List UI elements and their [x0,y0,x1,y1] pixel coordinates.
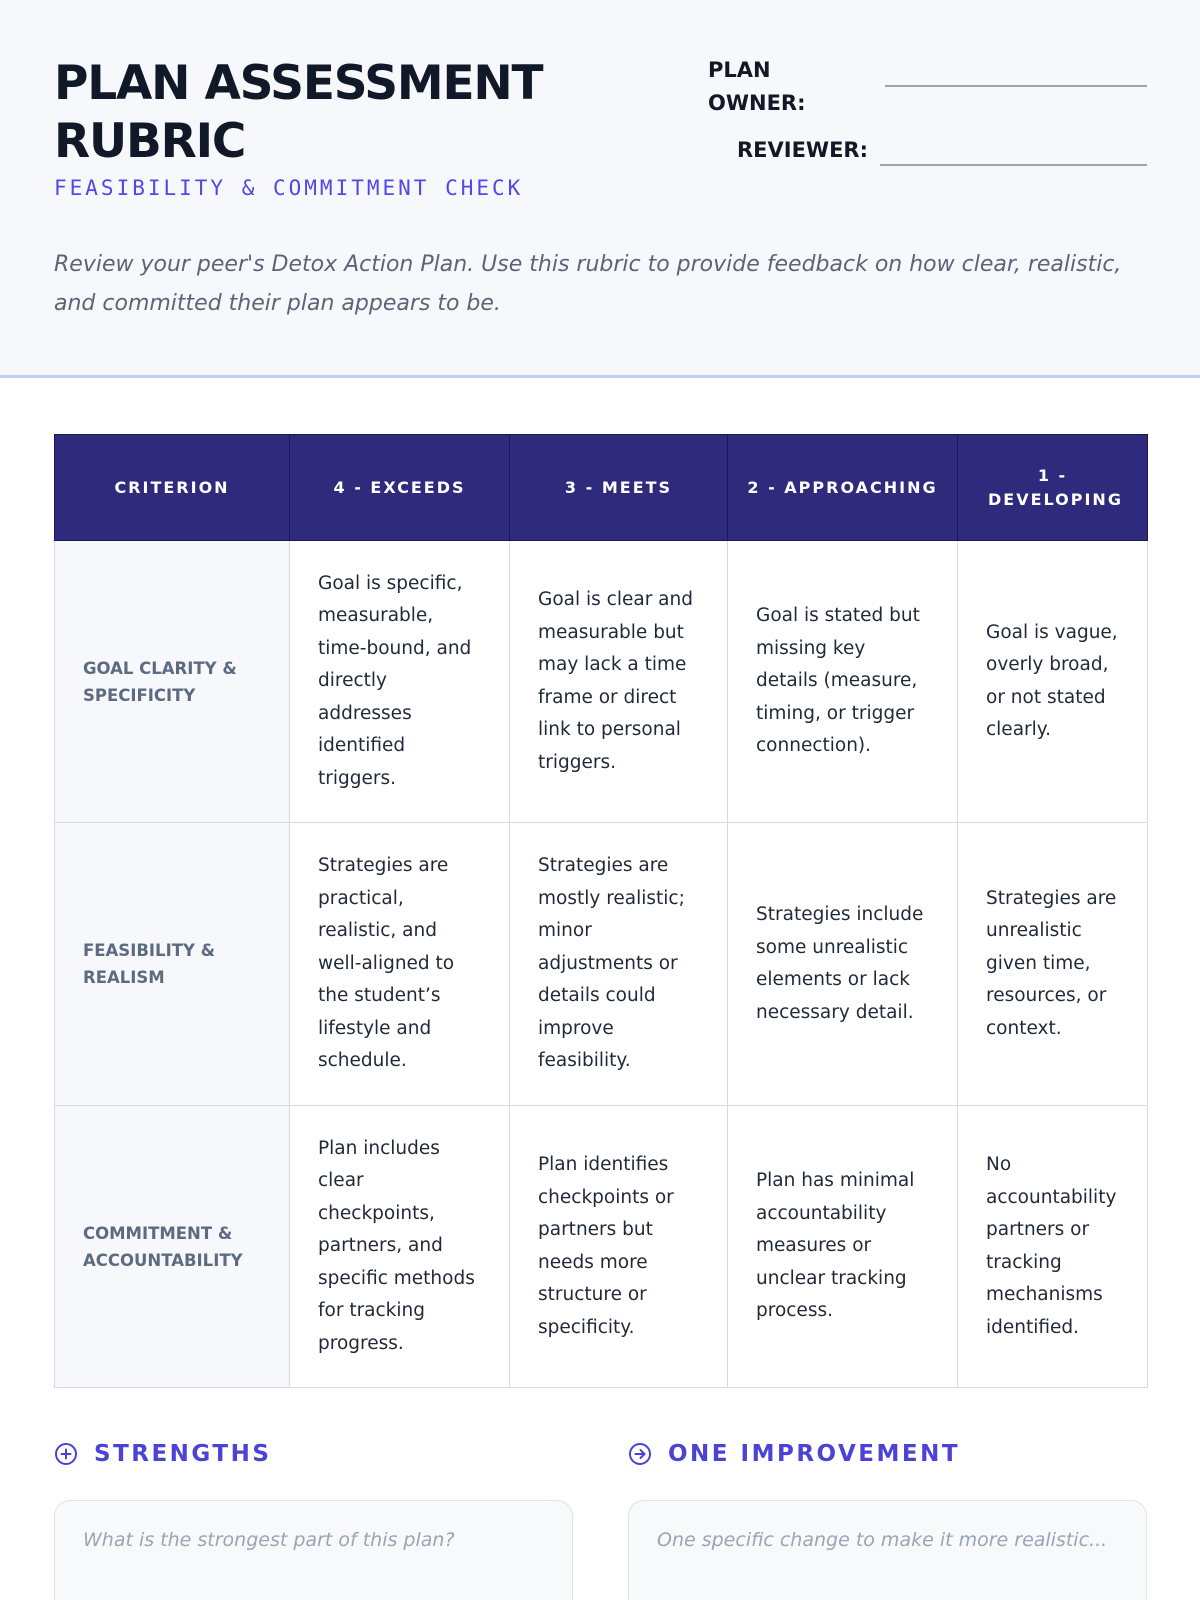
reviewer-label: REVIEWER: [737,138,869,162]
rubric-cell-exceeds: Goal is specific, measurable, time-bound, and directly addresses identified triggers. [290,541,510,823]
column-header-exceeds: 4 - EXCEEDS [290,435,510,541]
page-subtitle: FEASIBILITY & COMMITMENT CHECK [54,176,524,200]
plan-owner-label: PLAN OWNER: [708,58,806,115]
table-row [55,541,1148,823]
rubric-cell-meets: Plan identifies checkpoints or partners but needs more structure or specificity. [510,1106,728,1388]
column-header-approaching: 2 - APPROACHING [728,435,958,541]
rubric-cell-approaching: Plan has minimal accountability measures or unclear tracking process. [728,1106,958,1388]
rubric-cell-meets: Goal is clear and measurable but may lack a time frame or direct link to personal triggers. [510,541,728,823]
table-row [55,823,1148,1106]
rubric-cell-approaching: Goal is stated but missing key details (measure, timing, or trigger connection). [728,541,958,823]
rubric-cell-developing: Strategies are unrealistic given time, resources, or context. [958,823,1148,1106]
table-row [55,1106,1148,1388]
intro-text: Review your peer's Detox Action Plan. Use this rubric to provide feedback on how clear, realistic, and committed their plan appears to be. [54,252,1122,316]
rubric-header-row [55,435,1148,541]
improvement-heading [628,1441,960,1467]
improvement-title: ONE IMPROVEMENT [668,1441,961,1467]
page-header [0,0,1200,378]
strengths-title: STRENGTHS [94,1441,272,1467]
page-title: PLAN ASSESSMENT RUBRIC [54,56,543,169]
column-header-meets: 3 - MEETS [510,435,728,541]
criterion-label: COMMITMENT & ACCOUNTABILITY [55,1106,290,1388]
strengths-input[interactable]: What is the strongest part of this plan? [54,1500,573,1600]
plan-owner-field[interactable] [885,85,1147,87]
criterion-label: GOAL CLARITY & SPECIFICITY [55,541,290,823]
arrow-right-circle-icon [628,1442,652,1466]
reviewer-field[interactable] [880,164,1147,166]
rubric-cell-approaching: Strategies include some unrealistic elements or lack necessary detail. [728,823,958,1106]
column-header-developing: 1 - DEVELOPING [958,435,1148,541]
rubric-cell-meets: Strategies are mostly realistic; minor adjustments or details could improve feasibility. [510,823,728,1106]
rubric-cell-developing: No accountability partners or tracking mechanisms identified. [958,1106,1148,1388]
improvement-input[interactable]: One specific change to make it more realistic... [628,1500,1147,1600]
rubric-cell-exceeds: Plan includes clear checkpoints, partners, and specific methods for tracking progress. [290,1106,510,1388]
column-header-criterion: CRITERION [55,435,290,541]
plus-circle-icon [54,1442,78,1466]
rubric-table [54,434,1148,1388]
criterion-label: FEASIBILITY & REALISM [55,823,290,1106]
rubric-cell-developing: Goal is vague, overly broad, or not stated clearly. [958,541,1148,823]
strengths-heading [54,1441,271,1467]
rubric-cell-exceeds: Strategies are practical, realistic, and well-aligned to the student’s lifestyle and schedule. [290,823,510,1106]
